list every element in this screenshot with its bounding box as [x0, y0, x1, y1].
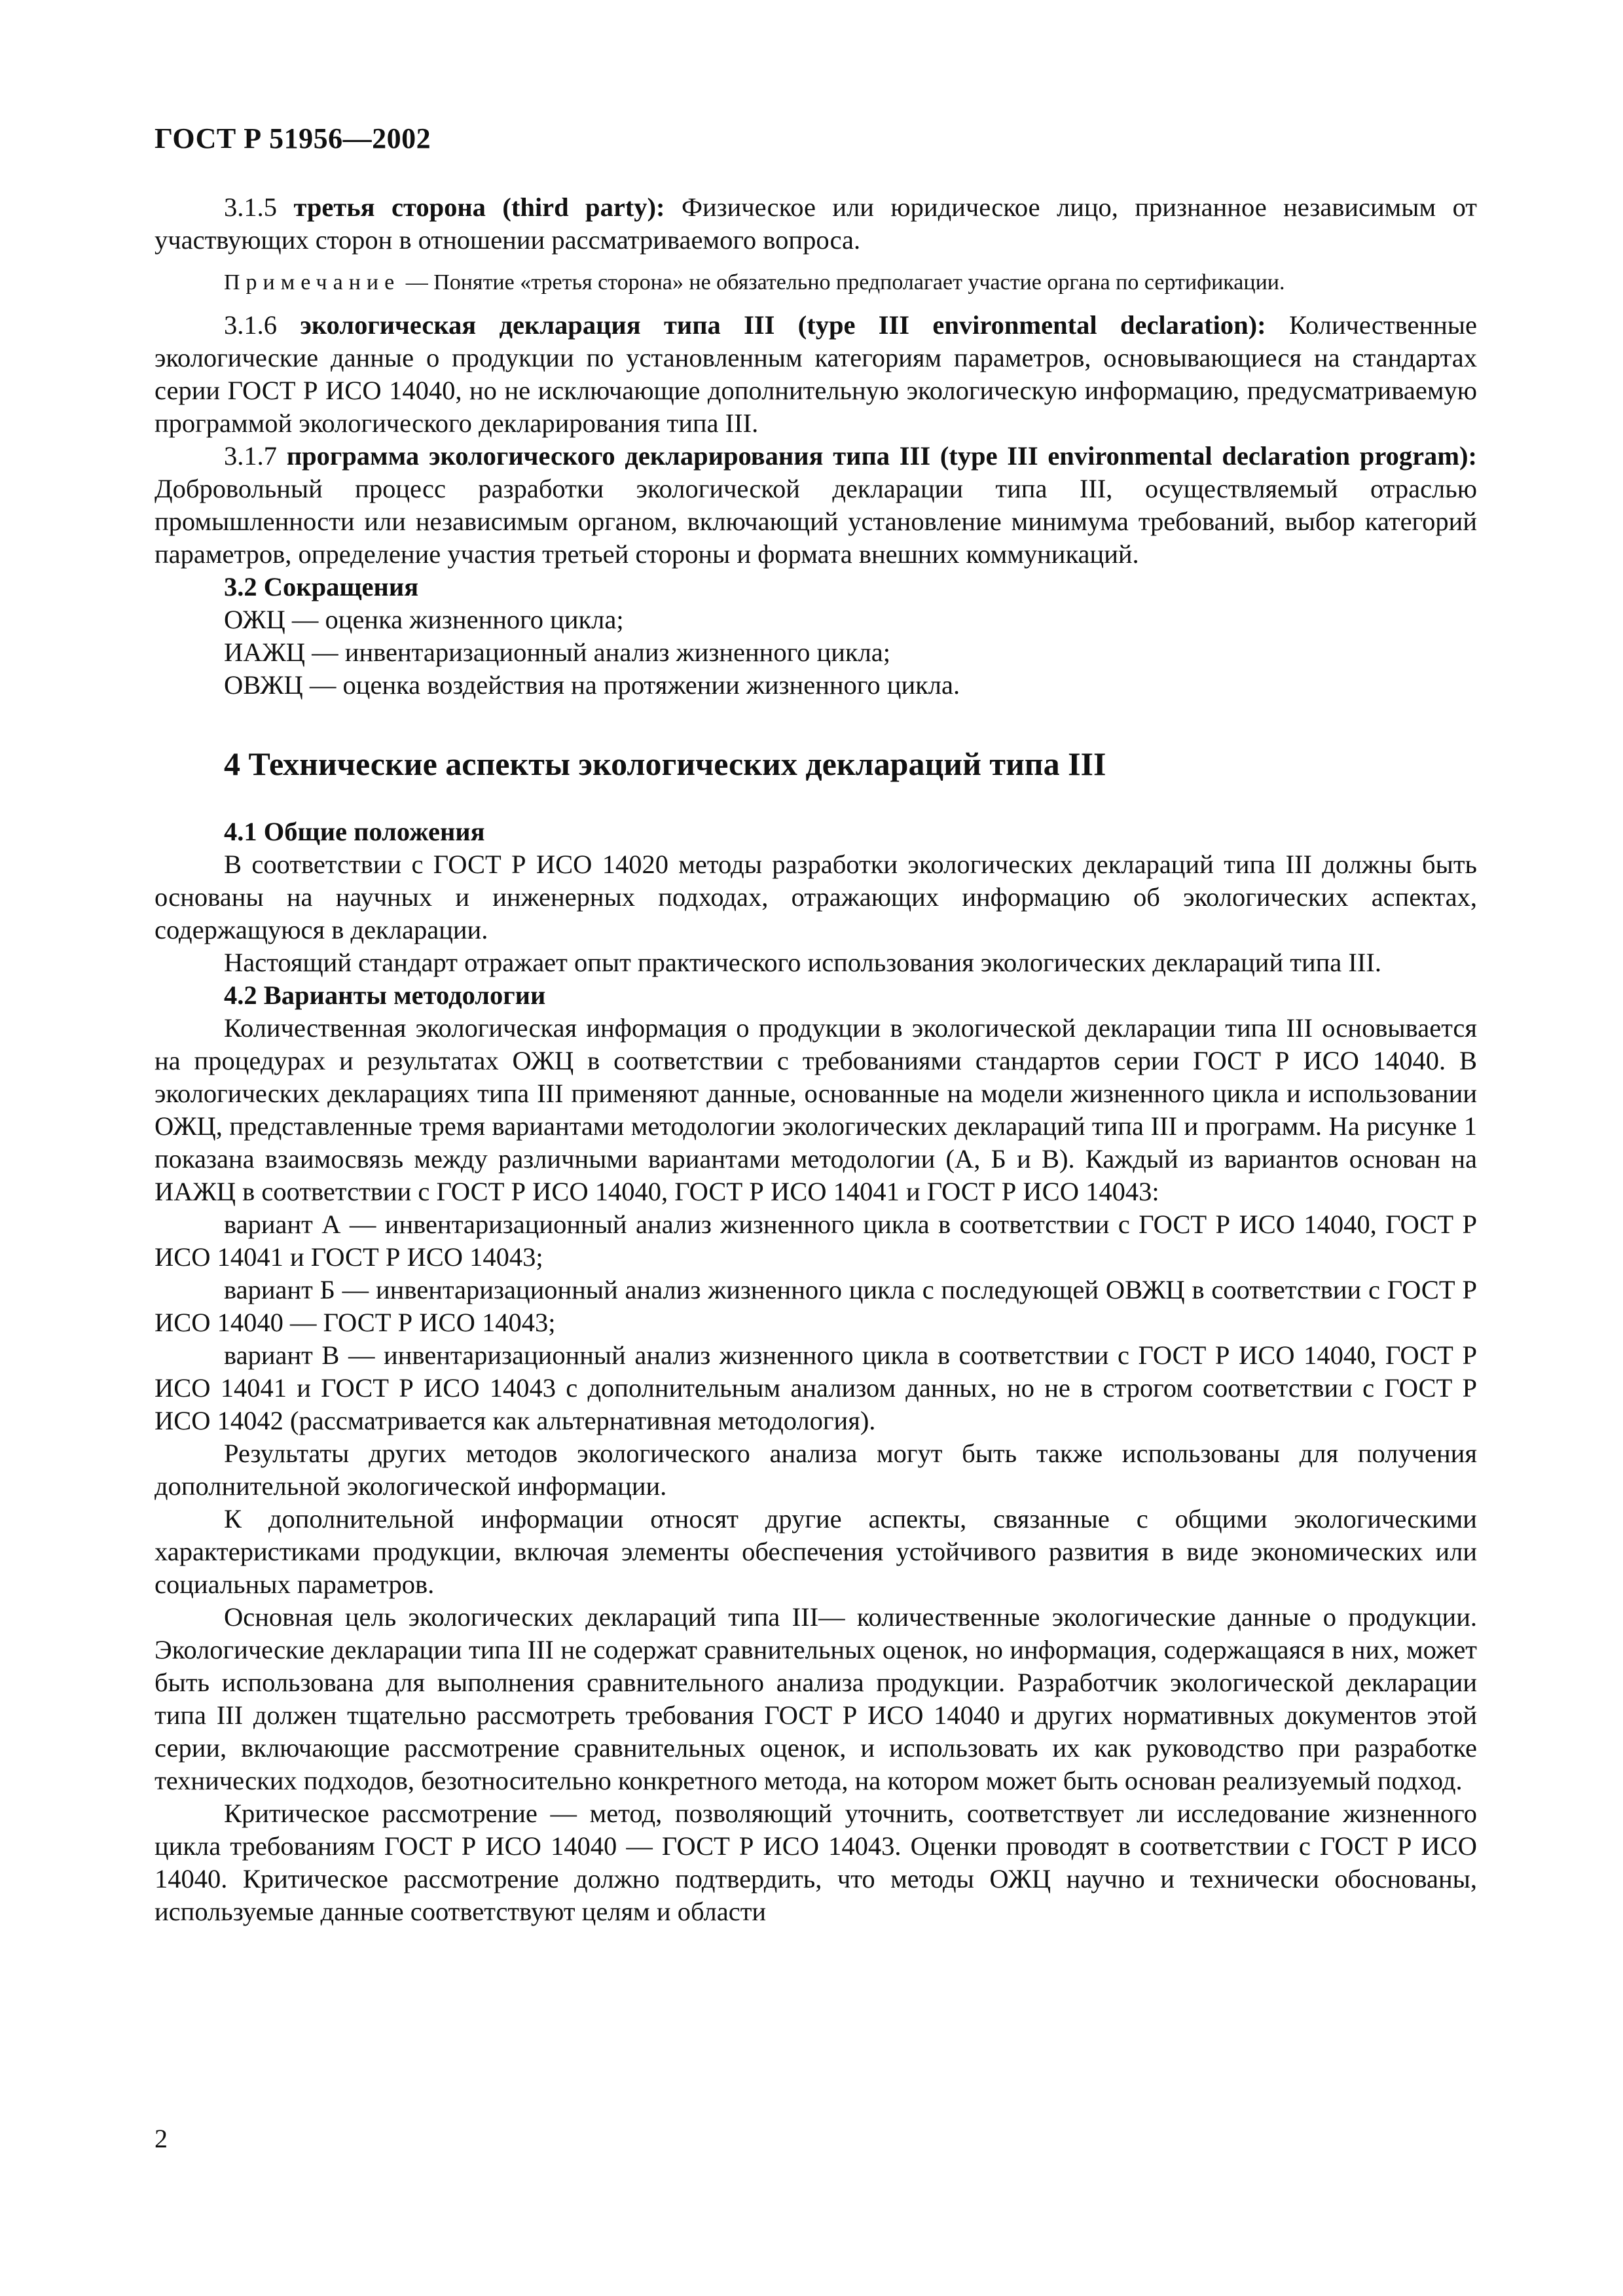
abbreviation-item: ОЖЦ — оценка жизненного цикла;	[224, 605, 624, 634]
clause-3-1-6	[155, 309, 1477, 440]
clause-3-1-7	[155, 440, 1477, 571]
term-definition: Добровольный процесс разработки экологической декларации типа III, осуществляемый отраслью промышленности или независимым органом, включающий установление минимума требований, выбор категорий параметров, определение участия третьей стороны и формата внешних коммуникаций.	[155, 474, 1477, 569]
note-text: — Понятие «третья сторона» не обязательно предполагает участие органа по сертификации.	[400, 270, 1285, 295]
clause-number: 3.1.7	[224, 441, 277, 471]
section-heading-4-2: 4.2 Варианты методологии	[224, 980, 546, 1010]
clause-3-1-5	[155, 191, 1477, 257]
note	[155, 268, 1477, 297]
term-definition: Количественные экологические данные о продукции по установленным категориям параметров, основывающиеся на стандартах серии ГОСТ Р ИСО 14040, но не исключающие дополнительную экологическую информацию, предусматриваемую программой экологического декларирования типа III.	[155, 310, 1477, 438]
section-heading-4: 4 Технические аспекты экологических деклараций типа III	[224, 745, 1106, 782]
term-definition: Физическое или юридическое лицо, признанное независимым от участвующих сторон в отношении рассматриваемого вопроса.	[155, 192, 1477, 255]
section-heading-3-2: 3.2 Сокращения	[224, 572, 419, 601]
paragraph: Результаты других методов экологического анализа могут быть также использованы для получения дополнительной экологической информации.	[155, 1439, 1477, 1501]
abbreviation-item: ОВЖЦ — оценка воздействия на протяжении жизненного цикла.	[224, 670, 960, 700]
clause-number: 3.1.5	[224, 192, 277, 222]
variant-a-item: вариант А — инвентаризационный анализ жизненного цикла в соответствии с ГОСТ Р ИСО 14040, ГОСТ Р ИСО 14041 и ГОСТ Р ИСО 14043;	[155, 1210, 1477, 1272]
term-name: программа экологического декларирования типа III (type III environmental declaration program):	[286, 441, 1478, 471]
document-body	[155, 191, 1477, 1928]
paragraph: Количественная экологическая информация о продукции в экологической декларации типа III основывается на процедурах и результатах ОЖЦ в соответствии с требованиями стандартов серии ГОСТ Р ИСО 14040. В экологических декларациях типа III применяют данные, основанные на модели жизненного цикла и использовании ОЖЦ, представленные тремя вариантами методологии экологических деклараций типа III и программ. На рисунке 1 показана взаимосвязь между различными вариантами методологии (А, Б и В). Каждый из вариантов основан на ИАЖЦ в соответствии с ГОСТ Р ИСО 14040, ГОСТ Р ИСО 14041 и ГОСТ Р ИСО 14043:	[155, 1013, 1477, 1206]
paragraph: Критическое рассмотрение — метод, позволяющий уточнить, соответствует ли исследование жизненного цикла требованиям ГОСТ Р ИСО 14040 — ГОСТ Р ИСО 14043. Оценки проводят в соответствии с ГОСТ Р ИСО 14040. Критическое рассмотрение должно подтвердить, что методы ОЖЦ научно и технически обоснованы, используемые данные соответствуют целям и области	[155, 1799, 1477, 1926]
variant-b-item: вариант Б — инвентаризационный анализ жизненного цикла с последующей ОВЖЦ в соответствии с ГОСТ Р ИСО 14040 — ГОСТ Р ИСО 14043;	[155, 1275, 1477, 1337]
clause-number: 3.1.6	[224, 310, 277, 340]
paragraph: Настоящий стандарт отражает опыт практического использования экологических деклараций типа III.	[224, 948, 1381, 977]
term-name: третья сторона (third party):	[293, 192, 665, 222]
abbreviation-item: ИАЖЦ — инвентаризационный анализ жизненного цикла;	[224, 637, 891, 667]
document-header: ГОСТ Р 51956—2002	[155, 122, 431, 154]
term-name: экологическая декларация типа III (type III environmental declaration):	[300, 310, 1266, 340]
note-label: Примечание	[224, 270, 401, 295]
section-heading-4-1: 4.1 Общие положения	[224, 817, 485, 846]
page-number: 2	[155, 2124, 168, 2153]
variant-c-item: вариант В — инвентаризационный анализ жизненного цикла в соответствии с ГОСТ Р ИСО 14040, ГОСТ Р ИСО 14041 и ГОСТ Р ИСО 14043 с дополнительным анализом данных, но не в строгом соответствии с ГОСТ Р ИСО 14042 (рассматривается как альтернативная методология).	[155, 1340, 1477, 1435]
paragraph: К дополнительной информации относят другие аспекты, связанные с общими экологическими характеристиками продукции, включая элементы обеспечения устойчивого развития в виде экономических или социальных параметров.	[155, 1504, 1477, 1599]
paragraph: Основная цель экологических деклараций типа III— количественные экологические данные о продукции. Экологические декларации типа III не содержат сравнительных оценок, но информация, содержащаяся в них, может быть использована для выполнения сравнительного анализа продукции. Разработчик экологической декларации типа III должен тщательно рассмотреть требования ГОСТ Р ИСО 14040 и других нормативных документов этой серии, включающие рассмотрение сравнительных оценок, и использовать их как руководство при разработке технических подходов, безотносительно конкретного метода, на котором может быть основан реализуемый подход.	[155, 1602, 1477, 1795]
paragraph: В соответствии с ГОСТ Р ИСО 14020 методы разработки экологических деклараций типа III должны быть основаны на научных и инженерных подходах, отражающих информацию об экологических аспектах, содержащуюся в декларации.	[155, 850, 1477, 944]
